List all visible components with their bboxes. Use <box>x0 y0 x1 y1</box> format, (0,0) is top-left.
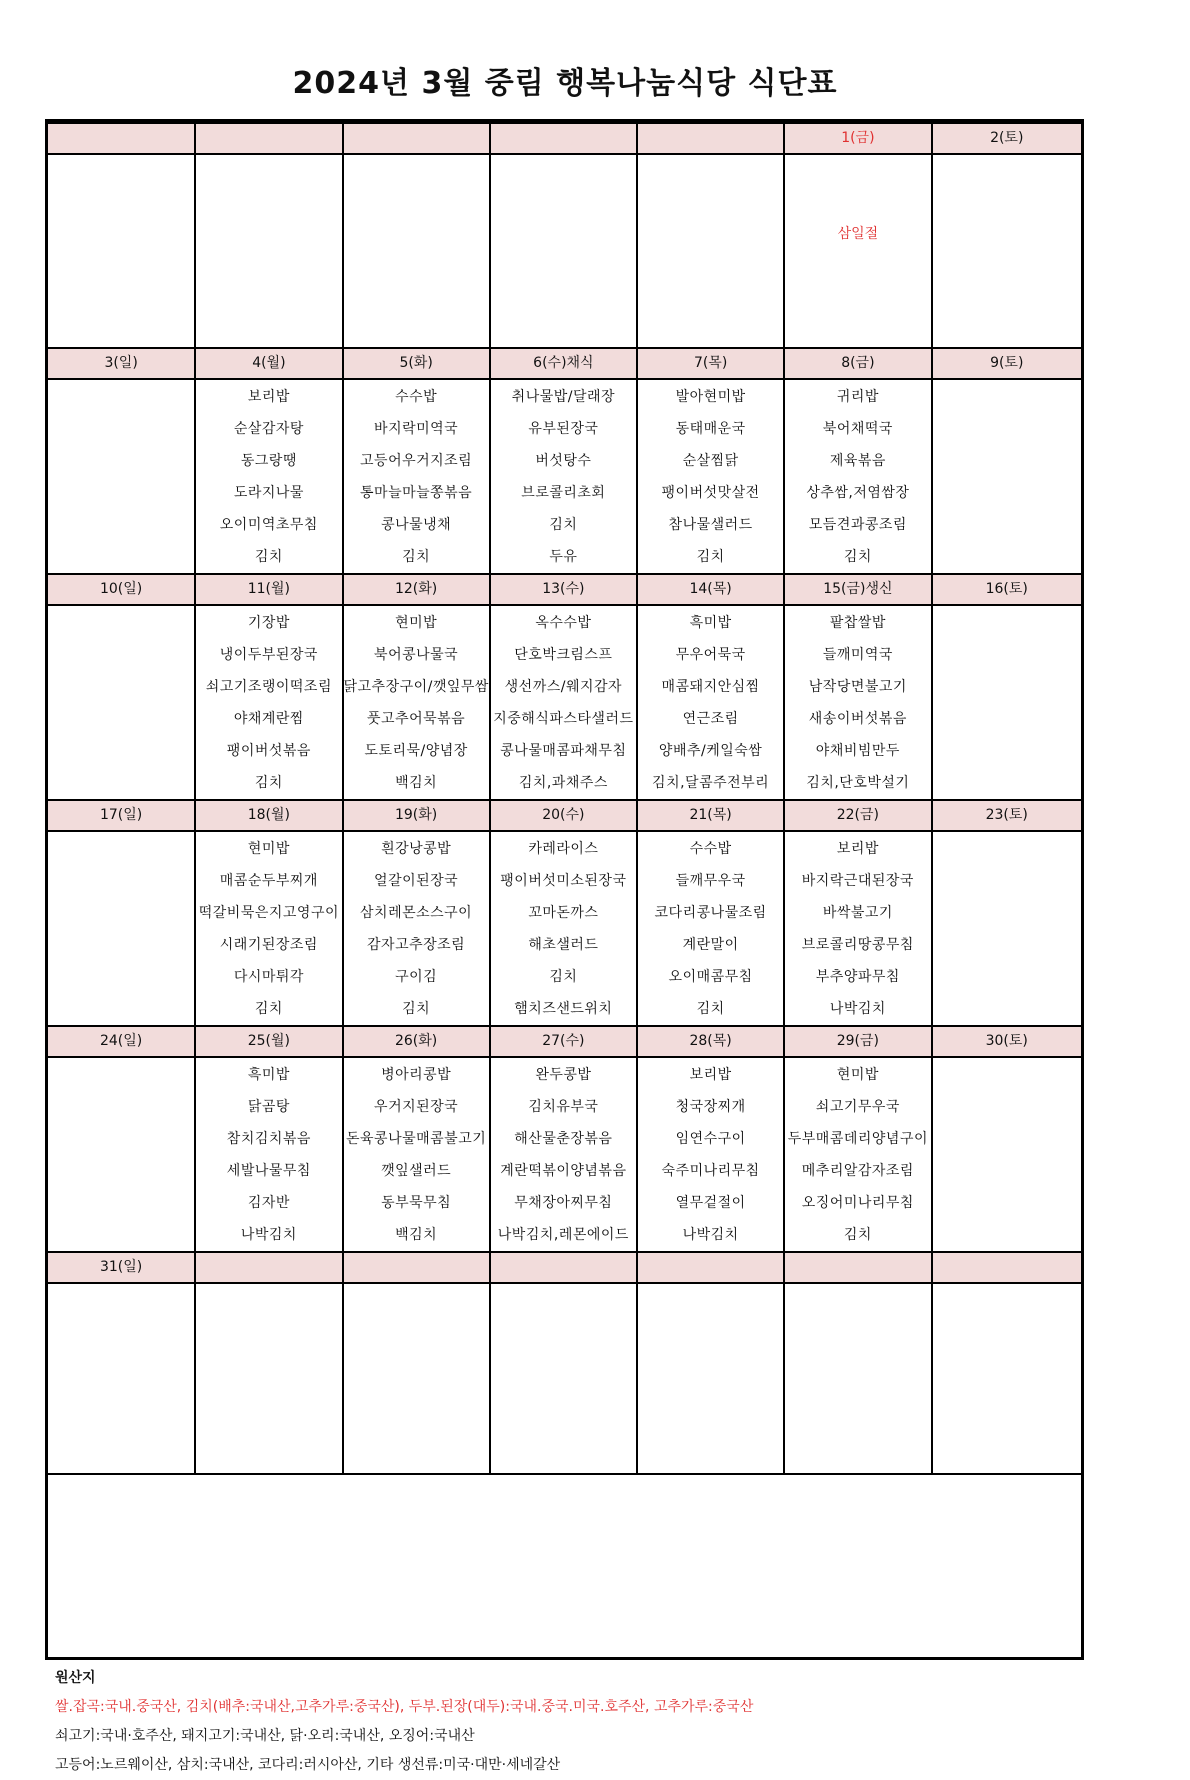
menu-item: 카레라이스 <box>528 841 599 857</box>
menu-item: 꼬마돈까스 <box>528 905 599 921</box>
menu-item: 무우어묵국 <box>675 647 746 663</box>
day-menu-cell <box>637 605 784 800</box>
holiday-label: 삼일절 <box>837 226 879 242</box>
menu-item: 들깨무우국 <box>675 873 746 889</box>
day-header: 21(목) <box>637 800 784 831</box>
day-menu-cell <box>343 605 490 800</box>
menu-item: 백김치 <box>395 775 438 791</box>
day-menu-cell <box>490 1283 637 1474</box>
menu-item: 쇠고기무우국 <box>815 1099 900 1115</box>
menu-item: 김치 <box>549 969 578 985</box>
day-header: 1(금) <box>784 123 931 154</box>
menu-item: 현미밥 <box>247 841 290 857</box>
day-header: 20(수) <box>490 800 637 831</box>
menu-item: 새송이버섯볶음 <box>808 711 907 727</box>
menu-item: 김치유부국 <box>528 1099 599 1115</box>
day-menu-cell <box>343 831 490 1026</box>
day-menu-cell <box>637 379 784 574</box>
menu-item: 동그랑땡 <box>240 453 297 469</box>
day-header <box>784 1252 931 1283</box>
week-header-row <box>48 1026 1081 1057</box>
menu-item: 야채계란찜 <box>233 711 304 727</box>
menu-item: 풋고추어묵볶음 <box>367 711 466 727</box>
origin-line-1: 쌀.잡곡:국내.중국산, 김치(배추:국내산,고추가루:중국산), 두부.된장(대두):국내.중국.미국.호주산, 고추가루:중국산 <box>55 1699 754 1715</box>
menu-item: 수수밥 <box>689 841 732 857</box>
week-menu-row <box>48 1283 1081 1474</box>
menu-item: 지중해식파스타샐러드 <box>493 711 634 727</box>
menu-item: 메추리알감자조림 <box>801 1163 914 1179</box>
menu-item: 순살감자탕 <box>233 421 304 437</box>
day-menu-cell <box>343 379 490 574</box>
menu-item: 나박김치,레몬에이드 <box>497 1227 629 1243</box>
menu-item: 나박김치 <box>240 1227 297 1243</box>
day-header: 5(화) <box>343 348 490 379</box>
menu-item: 감자고추장조림 <box>367 937 466 953</box>
day-menu-cell <box>48 379 195 574</box>
menu-item: 흑미밥 <box>689 615 732 631</box>
menu-item: 바지락미역국 <box>374 421 459 437</box>
day-menu-cell <box>48 1283 195 1474</box>
day-menu-cell <box>490 154 637 348</box>
menu-item: 옥수수밥 <box>535 615 592 631</box>
menu-item: 김치 <box>402 549 431 565</box>
week-header-row <box>48 574 1081 605</box>
menu-item: 떡갈비묵은지고영구이 <box>198 905 339 921</box>
menu-item: 김치 <box>549 517 578 533</box>
day-header: 12(화) <box>343 574 490 605</box>
day-menu-cell <box>932 1283 1082 1474</box>
menu-item: 나박김치 <box>829 1001 886 1017</box>
menu-item: 청국장찌개 <box>675 1099 746 1115</box>
menu-item: 닭고추장구이/깻잎무쌈 <box>343 679 489 695</box>
menu-item: 참나물샐러드 <box>668 517 753 533</box>
week-menu-row <box>48 154 1081 348</box>
menu-calendar <box>45 119 1084 1773</box>
day-menu-cell <box>637 831 784 1026</box>
menu-item: 바싹불고기 <box>822 905 893 921</box>
menu-item: 얼갈이된장국 <box>374 873 459 889</box>
menu-item: 보리밥 <box>247 389 290 405</box>
menu-item: 매콤돼지안심찜 <box>661 679 760 695</box>
menu-item: 매콤순두부찌개 <box>219 873 318 889</box>
day-header: 14(목) <box>637 574 784 605</box>
day-header: 31(일) <box>48 1252 195 1283</box>
menu-item: 깻잎샐러드 <box>381 1163 452 1179</box>
origin-section <box>50 1632 1080 1780</box>
day-header: 3(일) <box>48 348 195 379</box>
menu-item: 시래기된장조림 <box>219 937 318 953</box>
menu-item: 백김치 <box>395 1227 438 1243</box>
day-menu-cell <box>48 154 195 348</box>
menu-item: 두부매콤데리양념구이 <box>787 1131 928 1147</box>
menu-item: 두유 <box>549 549 578 565</box>
day-menu-cell <box>195 1057 342 1252</box>
day-menu-cell <box>195 605 342 800</box>
day-menu-cell <box>195 379 342 574</box>
menu-item: 무채장아찌무침 <box>514 1195 613 1211</box>
menu-item: 해산물춘장볶음 <box>514 1131 613 1147</box>
day-menu-cell <box>637 1283 784 1474</box>
week-menu-row <box>48 1057 1081 1252</box>
day-header: 26(화) <box>343 1026 490 1057</box>
menu-item: 김치 <box>696 1001 725 1017</box>
week-menu-row <box>48 379 1081 574</box>
day-header <box>490 1252 637 1283</box>
menu-item: 흑미밥 <box>247 1067 290 1083</box>
menu-item: 냉이두부된장국 <box>219 647 318 663</box>
menu-item: 완두콩밥 <box>535 1067 592 1083</box>
menu-item: 김치,달콤주전부리 <box>652 775 770 791</box>
menu-item: 오이매콤무침 <box>668 969 753 985</box>
day-header <box>932 1252 1082 1283</box>
day-header <box>637 1252 784 1283</box>
day-header: 25(월) <box>195 1026 342 1057</box>
menu-item: 유부된장국 <box>528 421 599 437</box>
menu-item: 생선까스/웨지감자 <box>504 679 623 695</box>
menu-item: 브로콜리땅콩무침 <box>801 937 914 953</box>
menu-item: 닭곰탕 <box>247 1099 290 1115</box>
menu-item: 해초샐러드 <box>528 937 599 953</box>
menu-item: 동태매운국 <box>675 421 746 437</box>
day-menu-cell <box>343 1057 490 1252</box>
menu-item: 북어채떡국 <box>822 421 893 437</box>
day-header: 2(토) <box>932 123 1082 154</box>
day-header <box>343 123 490 154</box>
menu-item: 오이미역초무침 <box>219 517 318 533</box>
day-menu-cell <box>932 379 1082 574</box>
menu-item: 계란떡볶이양념볶음 <box>500 1163 627 1179</box>
menu-item: 참치김치볶음 <box>226 1131 311 1147</box>
menu-item: 열무겉절이 <box>675 1195 746 1211</box>
day-menu-cell <box>784 1283 931 1474</box>
day-menu-cell <box>195 1283 342 1474</box>
origin-line-3: 고등어:노르웨이산, 삼치:국내산, 코다리:러시아산, 기타 생선류:미국·대만·세네갈산 <box>55 1757 561 1773</box>
day-header: 8(금) <box>784 348 931 379</box>
menu-item: 양배추/케일숙쌈 <box>658 743 763 759</box>
day-header: 23(토) <box>932 800 1082 831</box>
page-title: 2024년 3월 중림 행복나눔식당 식단표 <box>292 66 838 101</box>
calendar-grid <box>48 122 1081 1475</box>
menu-item: 콩나물냉채 <box>381 517 452 533</box>
menu-item: 숙주미나리무침 <box>661 1163 760 1179</box>
menu-item: 김치 <box>843 1227 872 1243</box>
day-header: 4(월) <box>195 348 342 379</box>
day-header: 22(금) <box>784 800 931 831</box>
menu-item: 김치 <box>402 1001 431 1017</box>
week-menu-row <box>48 831 1081 1026</box>
day-header: 7(목) <box>637 348 784 379</box>
week-header-row <box>48 348 1081 379</box>
day-header: 16(토) <box>932 574 1082 605</box>
menu-item: 상추쌈,저염쌈장 <box>806 485 910 501</box>
week-header-row <box>48 123 1081 154</box>
menu-item: 발아현미밥 <box>675 389 746 405</box>
menu-item: 버섯탕수 <box>535 453 592 469</box>
day-header <box>48 123 195 154</box>
week-header-row <box>48 1252 1081 1283</box>
menu-item: 돈육콩나물매콤불고기 <box>346 1131 487 1147</box>
day-menu-cell <box>490 379 637 574</box>
menu-item: 팽이버섯미소된장국 <box>500 873 627 889</box>
menu-item: 현미밥 <box>836 1067 879 1083</box>
menu-item: 삼치레몬소스구이 <box>360 905 473 921</box>
day-header: 28(목) <box>637 1026 784 1057</box>
day-header: 6(수)채식 <box>490 348 637 379</box>
menu-item: 계란말이 <box>682 937 739 953</box>
menu-item: 김치,과채주스 <box>518 775 608 791</box>
day-menu-cell <box>490 1057 637 1252</box>
day-header: 18(월) <box>195 800 342 831</box>
day-menu-cell <box>48 1057 195 1252</box>
menu-item: 바지락근대된장국 <box>801 873 914 889</box>
day-header: 19(화) <box>343 800 490 831</box>
menu-item: 김치 <box>254 549 283 565</box>
menu-item: 남작당면불고기 <box>808 679 907 695</box>
day-header <box>343 1252 490 1283</box>
menu-item: 단호박크림스프 <box>514 647 613 663</box>
day-header: 9(토) <box>932 348 1082 379</box>
menu-item: 콩나물매콤파채무침 <box>500 743 627 759</box>
menu-item: 순살찜닭 <box>682 453 739 469</box>
day-menu-cell <box>48 831 195 1026</box>
menu-item: 동부묵무침 <box>381 1195 452 1211</box>
day-menu-cell <box>932 831 1082 1026</box>
menu-item: 기장밥 <box>247 615 290 631</box>
menu-item: 김치 <box>254 1001 283 1017</box>
menu-item: 세발나물무침 <box>226 1163 311 1179</box>
menu-item: 팽이버섯맛살전 <box>661 485 760 501</box>
day-menu-cell <box>784 1057 931 1252</box>
day-header: 10(일) <box>48 574 195 605</box>
day-menu-cell <box>48 605 195 800</box>
menu-item: 김치 <box>843 549 872 565</box>
menu-item: 우거지된장국 <box>374 1099 459 1115</box>
menu-item: 김치 <box>254 775 283 791</box>
menu-item: 도라지나물 <box>233 485 304 501</box>
day-menu-cell <box>784 831 931 1026</box>
menu-item: 수수밥 <box>395 389 438 405</box>
menu-item: 나박김치 <box>682 1227 739 1243</box>
menu-item: 오징어미나리무침 <box>801 1195 914 1211</box>
menu-item: 북어콩나물국 <box>374 647 459 663</box>
week-header-row <box>48 800 1081 831</box>
day-header <box>195 123 342 154</box>
day-header <box>195 1252 342 1283</box>
menu-item: 귀리밥 <box>836 389 879 405</box>
menu-item: 병아리콩밥 <box>381 1067 452 1083</box>
menu-item: 흰강낭콩밥 <box>381 841 452 857</box>
day-header: 15(금)생신 <box>784 574 931 605</box>
day-menu-cell <box>195 154 342 348</box>
day-header: 29(금) <box>784 1026 931 1057</box>
menu-item: 김치,단호박설기 <box>806 775 910 791</box>
origin-line-2: 쇠고기:국내·호주산, 돼지고기:국내산, 닭·오리:국내산, 오징어:국내산 <box>55 1728 475 1744</box>
menu-item: 다시마튀각 <box>233 969 304 985</box>
menu-item: 브로콜리초회 <box>521 485 606 501</box>
menu-item: 야채비빔만두 <box>815 743 900 759</box>
day-header: 27(수) <box>490 1026 637 1057</box>
day-menu-cell <box>637 154 784 348</box>
menu-item: 김치 <box>696 549 725 565</box>
origin-title: 원산지 <box>55 1670 96 1686</box>
menu-item: 팽이버섯볶음 <box>226 743 311 759</box>
day-menu-cell <box>195 831 342 1026</box>
menu-item: 햄치즈샌드위치 <box>514 1001 613 1017</box>
menu-item: 통마늘마늘쫑볶음 <box>360 485 473 501</box>
day-menu-cell <box>932 1057 1082 1252</box>
menu-item: 모듬견과콩조림 <box>808 517 907 533</box>
day-header: 13(수) <box>490 574 637 605</box>
day-menu-cell <box>932 154 1082 348</box>
menu-item: 연근조림 <box>682 711 739 727</box>
menu-item: 팥찹쌀밥 <box>829 615 886 631</box>
day-header: 24(일) <box>48 1026 195 1057</box>
day-header: 30(토) <box>932 1026 1082 1057</box>
day-header: 11(월) <box>195 574 342 605</box>
day-menu-cell <box>932 605 1082 800</box>
menu-item: 현미밥 <box>395 615 438 631</box>
menu-item: 제육볶음 <box>829 453 886 469</box>
day-header <box>490 123 637 154</box>
day-menu-cell <box>784 379 931 574</box>
menu-item: 들깨미역국 <box>822 647 893 663</box>
day-header <box>637 123 784 154</box>
menu-item: 도토리묵/양념장 <box>364 743 468 759</box>
day-menu-cell <box>343 1283 490 1474</box>
day-header: 17(일) <box>48 800 195 831</box>
menu-item: 취나물밥/달래장 <box>511 389 616 405</box>
day-menu-cell <box>490 605 637 800</box>
menu-item: 임연수구이 <box>675 1131 746 1147</box>
day-menu-cell <box>343 154 490 348</box>
menu-item: 보리밥 <box>689 1067 732 1083</box>
day-menu-cell <box>784 154 931 348</box>
day-menu-cell <box>784 605 931 800</box>
menu-item: 보리밥 <box>836 841 879 857</box>
menu-item: 김자반 <box>247 1195 290 1211</box>
week-menu-row <box>48 605 1081 800</box>
menu-item: 고등어우거지조림 <box>360 453 473 469</box>
menu-item: 쇠고기조랭이떡조림 <box>205 679 332 695</box>
menu-item: 코다리콩나물조림 <box>654 905 767 921</box>
menu-item: 구이김 <box>395 969 438 985</box>
day-menu-cell <box>637 1057 784 1252</box>
menu-item: 부추양파무침 <box>815 969 900 985</box>
day-menu-cell <box>490 831 637 1026</box>
